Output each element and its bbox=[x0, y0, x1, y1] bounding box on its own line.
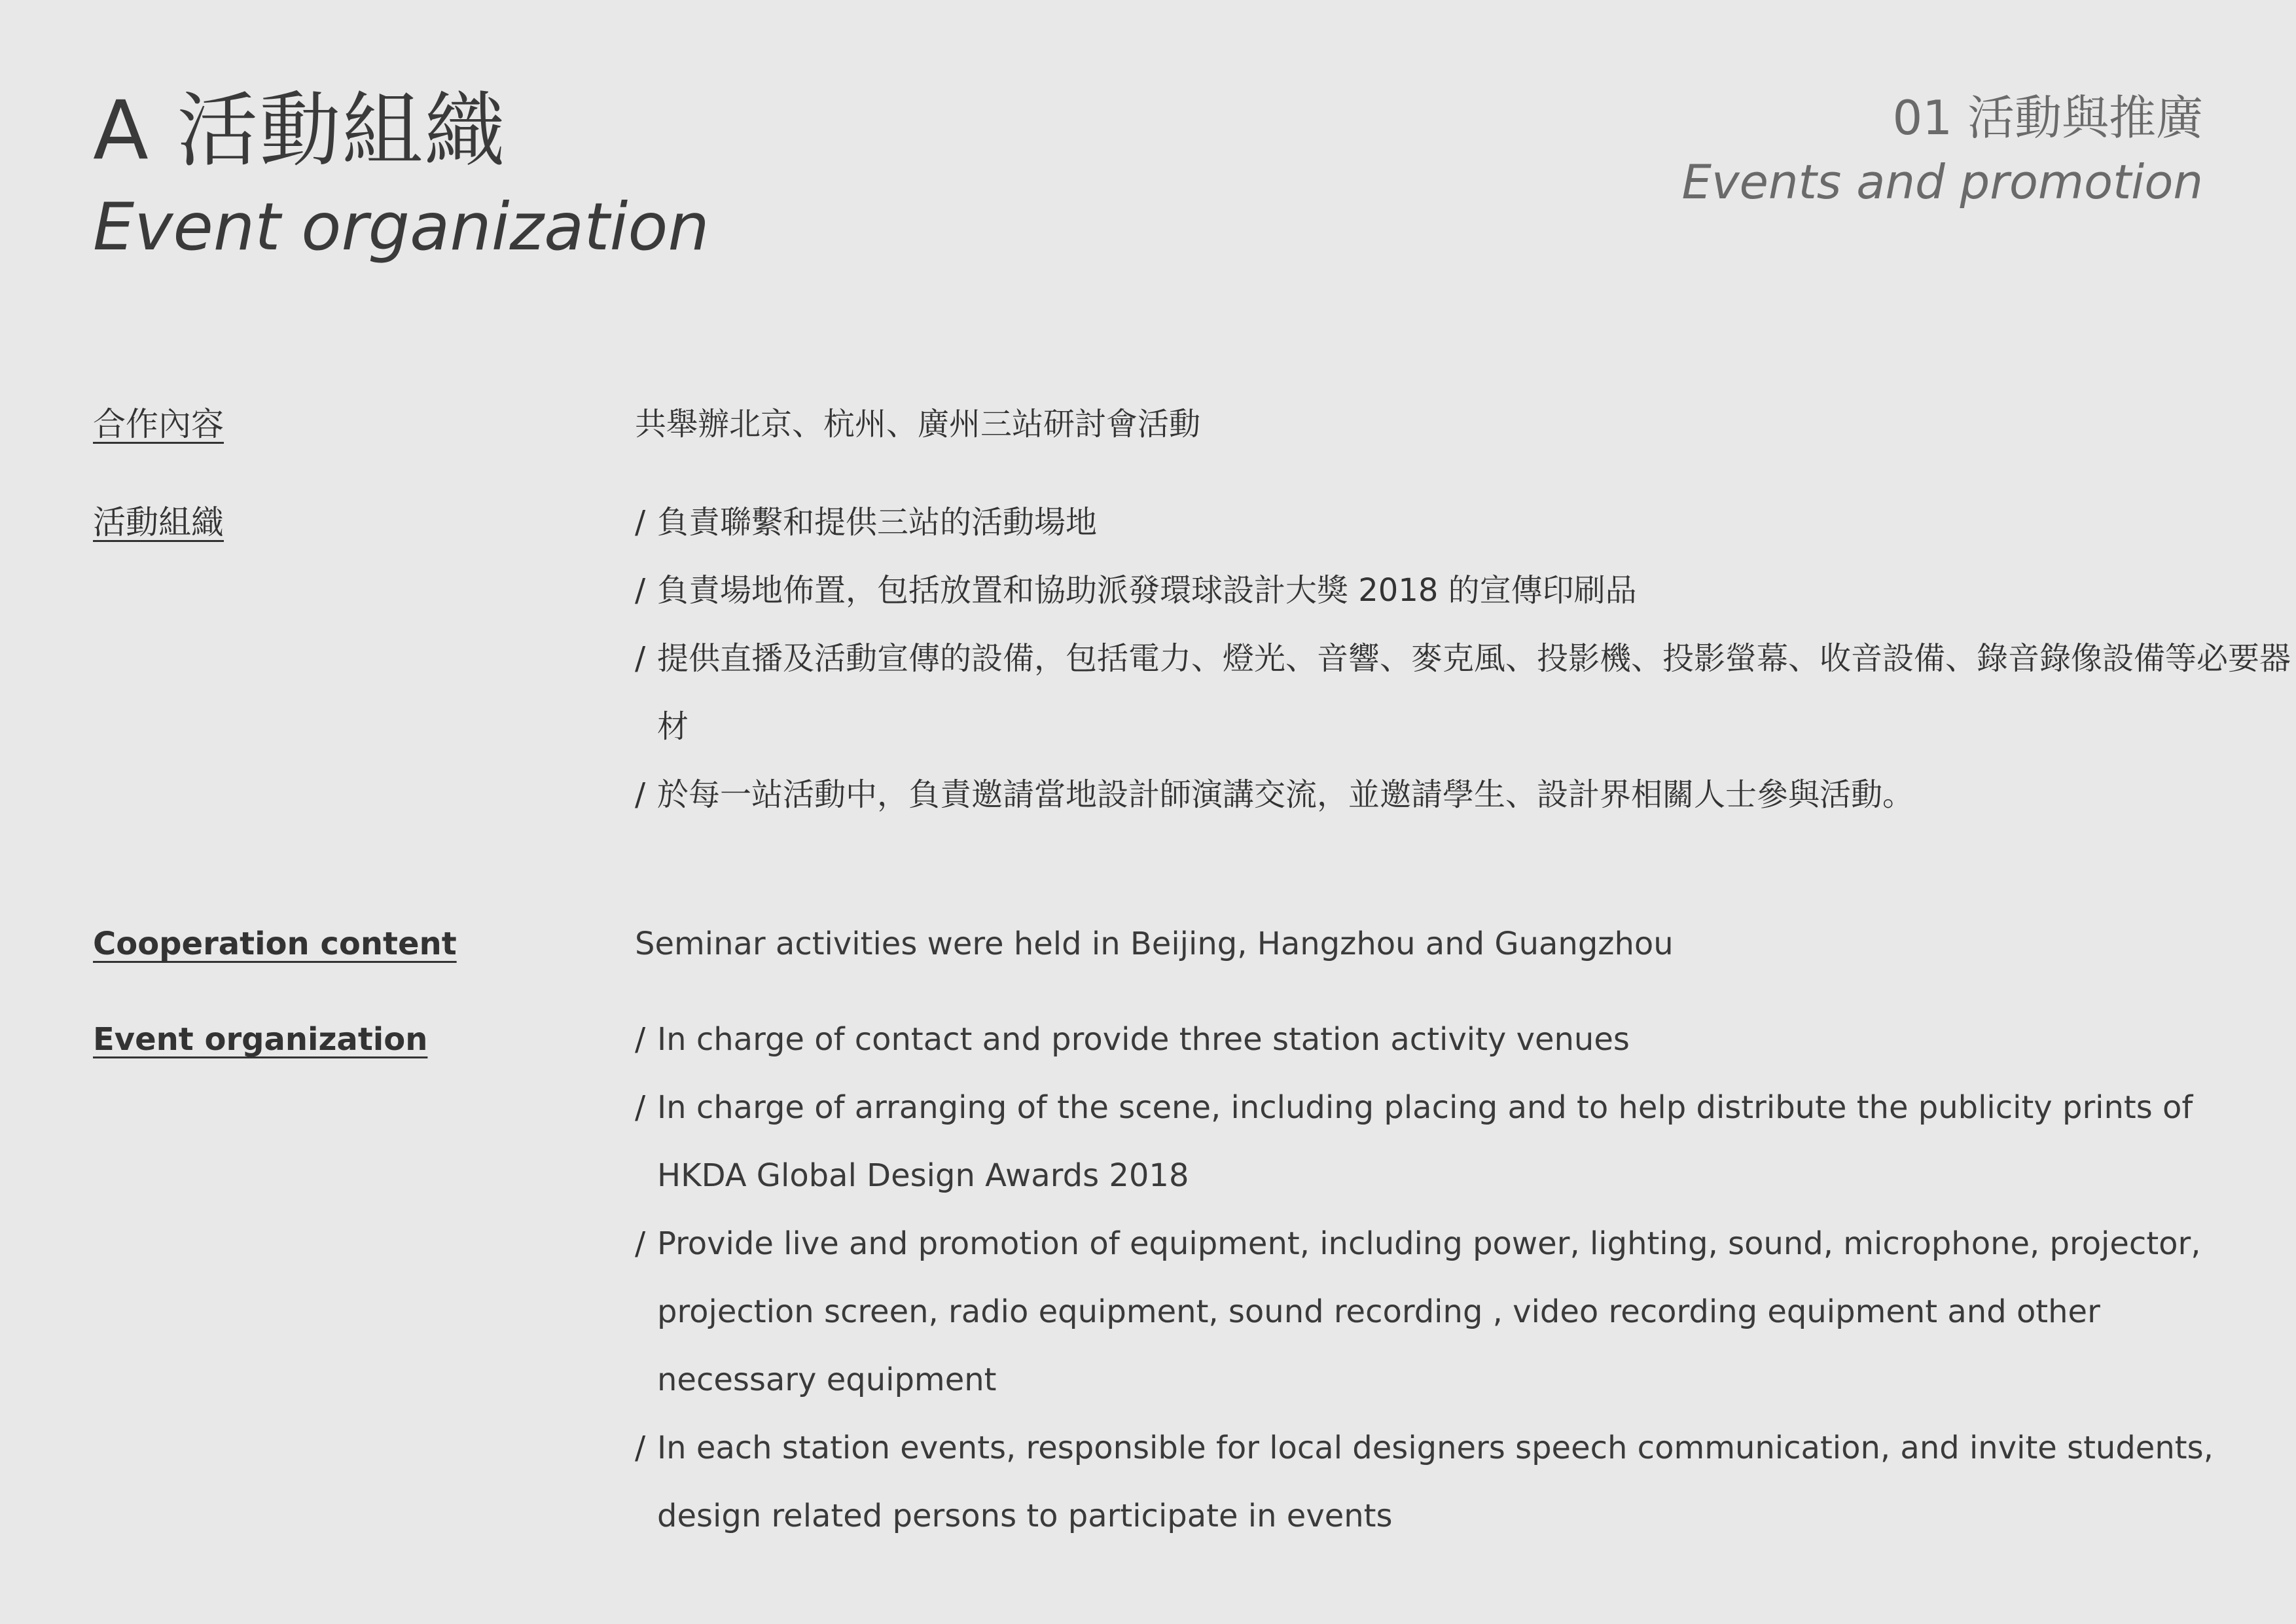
zh-organization-label: 活動組織 bbox=[93, 503, 224, 541]
bullet-marker: / bbox=[635, 1021, 646, 1058]
zh-organization-item-2: 負責場地佈置，包括放置和協助派發環球設計大獎 2018 的宣傳印刷品 bbox=[657, 572, 1637, 609]
section-title-en: Events and promotion bbox=[1681, 154, 2203, 209]
section-heading bbox=[1682, 85, 2203, 213]
zh-cooperation-content bbox=[635, 390, 2296, 458]
list-item bbox=[635, 1414, 2296, 1550]
bullet-marker: / bbox=[635, 1225, 646, 1262]
bullet-marker: / bbox=[635, 776, 646, 813]
bullet-marker: / bbox=[635, 640, 646, 677]
en-organization-list bbox=[635, 1005, 2296, 1550]
list-item bbox=[635, 1210, 2296, 1414]
zh-organization-item-4: 於每一站活動中，負責邀請當地設計師演講交流，並邀請學生、設計界相關人士參與活動。 bbox=[657, 776, 1914, 813]
bullet-marker: / bbox=[635, 1089, 646, 1126]
en-organization-item-1: In charge of contact and provide three station activity venues bbox=[657, 1021, 1630, 1058]
bullet-marker: / bbox=[635, 572, 646, 609]
section-title-zh: 01 活動與推廣 bbox=[1892, 90, 2203, 145]
en-organization-item-4: In each station events, responsible for local designers speech communication, and invite students, design related persons to participate in events bbox=[657, 1430, 2214, 1534]
en-organization-item-2: In charge of arranging of the scene, including placing and to help distribute the publicity prints of HKDA Global Design Awards 2018 bbox=[657, 1089, 2193, 1194]
list-item bbox=[635, 556, 2296, 624]
bullet-marker: / bbox=[635, 1430, 646, 1466]
zh-cooperation-text: 共舉辦北京、杭州、廣州三站研討會活動 bbox=[635, 406, 1201, 442]
list-item bbox=[635, 1005, 2296, 1074]
list-item bbox=[635, 624, 2296, 761]
list-item bbox=[635, 761, 2296, 829]
en-cooperation-label: Cooperation content bbox=[93, 926, 457, 962]
en-organization-item-3: Provide live and promotion of equipment, including power, lighting, sound, microphone, projector, projection screen, radio equipment, sound recording , video recording equipment and other necessary equipment bbox=[657, 1225, 2201, 1398]
zh-cooperation-label: 合作內容 bbox=[93, 405, 224, 443]
list-item bbox=[635, 1074, 2296, 1210]
bullet-marker: / bbox=[635, 504, 646, 541]
zh-organization-list bbox=[635, 488, 2296, 829]
en-cooperation-text: Seminar activities were held in Beijing, Hangzhou and Guangzhou bbox=[635, 926, 1674, 962]
page-title-block bbox=[93, 79, 709, 270]
zh-organization-item-1: 負責聯繫和提供三站的活動場地 bbox=[657, 504, 1098, 541]
en-organization-label: Event organization bbox=[93, 1021, 428, 1058]
en-cooperation-content bbox=[635, 910, 2296, 978]
zh-organization-item-3: 提供直播及活動宣傳的設備，包括電力、燈光、音響、麥克風、投影機、投影螢幕、收音設備、錄音錄像設備等必要器材 bbox=[657, 640, 2291, 745]
page-title-zh: A 活動組織 bbox=[93, 84, 507, 178]
list-item bbox=[635, 488, 2296, 556]
page-title-en: Event organization bbox=[93, 189, 709, 265]
